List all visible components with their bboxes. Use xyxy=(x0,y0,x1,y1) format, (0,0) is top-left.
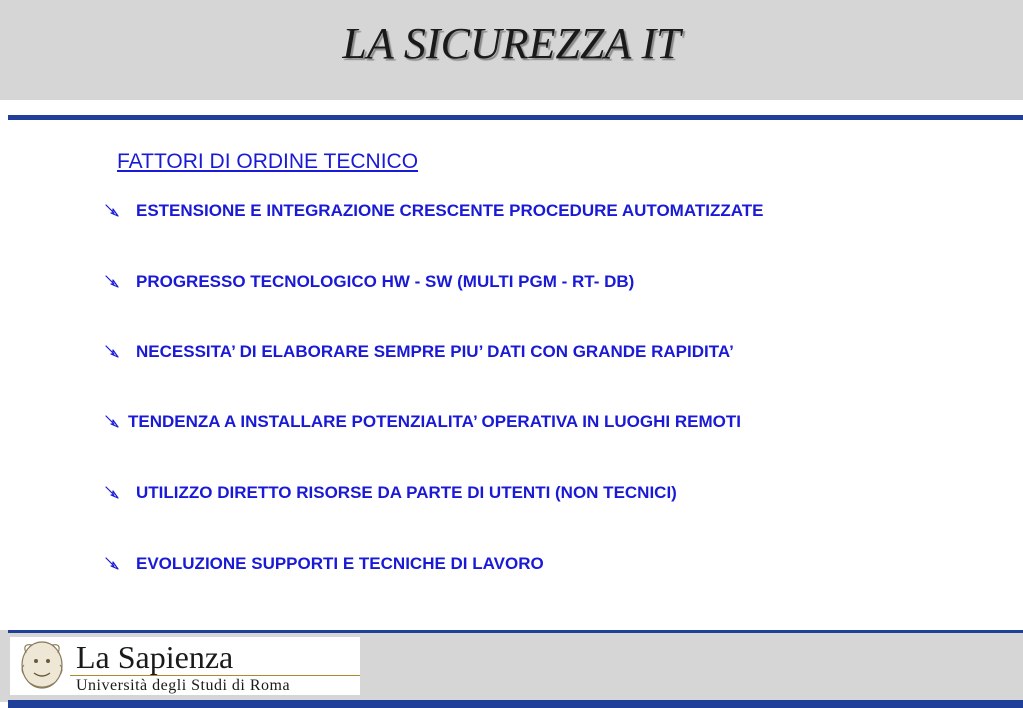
hollow-arrow-icon xyxy=(104,344,120,360)
logo-subtitle: Università degli Studi di Roma xyxy=(76,677,291,694)
bullet-item xyxy=(104,201,763,221)
footer-divider xyxy=(8,630,1023,633)
logo-divider xyxy=(70,675,360,676)
bullet-text: ESTENSIONE E INTEGRAZIONE CRESCENTE PROCEDURE AUTOMATIZZATE xyxy=(136,201,764,220)
header-divider xyxy=(8,115,1023,120)
bullet-item xyxy=(104,272,634,292)
hollow-arrow-icon xyxy=(104,556,120,572)
bullet-item xyxy=(104,483,677,503)
bullet-item xyxy=(104,554,544,574)
slide-title: LA SICUREZZA IT xyxy=(342,19,681,68)
bullet-text: EVOLUZIONE SUPPORTI E TECNICHE DI LAVORO xyxy=(136,554,544,573)
hollow-arrow-icon xyxy=(104,485,120,501)
bullet-text: PROGRESSO TECNOLOGICO HW - SW (MULTI PGM - RT- DB) xyxy=(136,272,635,291)
bullet-item xyxy=(104,342,734,362)
sapienza-emblem-icon xyxy=(16,639,68,693)
hollow-arrow-icon xyxy=(104,414,120,430)
bullet-text: UTILIZZO DIRETTO RISORSE DA PARTE DI UTENTI (NON TECNICI) xyxy=(136,483,677,502)
footer-bottom-rule xyxy=(8,700,1023,708)
bullet-item xyxy=(104,412,741,432)
logo-name: La Sapienza xyxy=(76,639,234,675)
hollow-arrow-icon xyxy=(104,274,120,290)
slide-subtitle: FATTORI DI ORDINE TECNICO xyxy=(117,150,419,173)
bullet-text: NECESSITA’ DI ELABORARE SEMPRE PIU’ DATI CON GRANDE RAPIDITA’ xyxy=(136,342,734,361)
university-logo xyxy=(10,637,360,695)
bullet-text: TENDENZA A INSTALLARE POTENZIALITA’ OPERATIVA IN LUOGHI REMOTI xyxy=(128,412,741,431)
hollow-arrow-icon xyxy=(104,203,120,219)
